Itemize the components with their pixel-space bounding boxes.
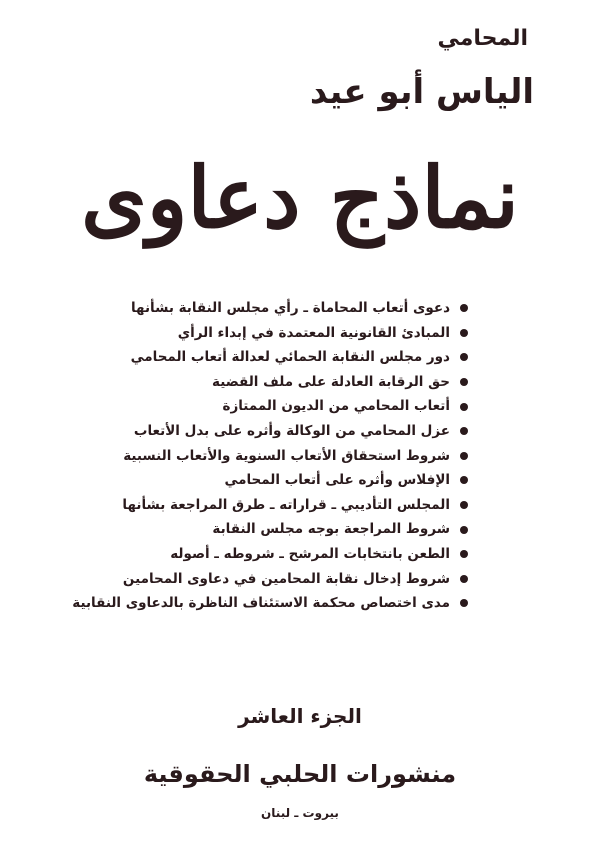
author-title: المحامي [437, 26, 528, 51]
topic-item [138, 394, 468, 419]
topic-item [72, 591, 468, 616]
topic-item [123, 444, 468, 469]
bullet-icon [460, 378, 468, 386]
topic-text: حق الرقابة العادلة على ملف القضية [212, 373, 450, 390]
topic-item [122, 493, 468, 518]
bullet-icon [460, 403, 468, 411]
topic-text: الطعن بانتخابات المرشح ـ شروطه ـ أصوله [170, 545, 450, 562]
topic-text: شروط إدخال نقابة المحامين في دعاوى المحامين [122, 570, 450, 587]
bullet-icon [460, 452, 468, 460]
topics-list [72, 296, 468, 616]
bullet-icon [460, 501, 468, 509]
bullet-icon [460, 575, 468, 583]
topic-text: المجلس التأديبي ـ قراراته ـ طرق المراجعة بشأنها [122, 496, 450, 513]
volume-label: الجزء العاشر [238, 704, 362, 728]
topic-item [130, 296, 468, 321]
bullet-icon [460, 329, 468, 337]
bullet-icon [460, 526, 468, 534]
topic-item [138, 517, 468, 542]
topic-text: شروط المراجعة بوجه مجلس النقابة [212, 521, 450, 538]
book-title: نماذج دعاوى [81, 148, 519, 247]
topic-text: دعوى أتعاب المحاماة ـ رأي مجلس النقابة بشأنها [130, 300, 450, 316]
topic-text: أتعاب المحامي من الديون الممتازة [222, 398, 450, 415]
author-name: الياس أبو عيد [309, 72, 534, 112]
topic-item [138, 370, 468, 395]
topic-text: مدى اختصاص محكمة الاستئناف الناظرة بالدعاوى النقابية [72, 595, 450, 612]
bullet-icon [460, 427, 468, 435]
topic-text: عزل المحامي من الوكالة وأثره على بدل الأتعاب [133, 422, 450, 439]
topic-item [138, 468, 468, 493]
topic-item [122, 567, 468, 592]
topic-text: الإفلاس وأثره على أتعاب المحامي [224, 472, 450, 489]
topic-item [138, 542, 468, 567]
bullet-icon [460, 550, 468, 558]
topic-text: دور مجلس النقابة الحمائي لعدالة أتعاب المحامي [130, 349, 450, 366]
topic-item [138, 321, 468, 346]
publisher-city: بيروت ـ لبنان [261, 806, 339, 820]
topic-text: شروط استحقاق الأتعاب السنوية والأتعاب النسبية [123, 447, 450, 464]
topic-text: المبادئ القانونية المعتمدة في إبداء الرأي [177, 324, 450, 341]
bullet-icon [460, 353, 468, 361]
bullet-icon [460, 599, 468, 607]
topic-item [130, 345, 468, 370]
bullet-icon [460, 304, 468, 312]
publisher-name: منشورات الحلبي الحقوقية [143, 760, 457, 788]
topic-item [133, 419, 468, 444]
bullet-icon [460, 476, 468, 484]
